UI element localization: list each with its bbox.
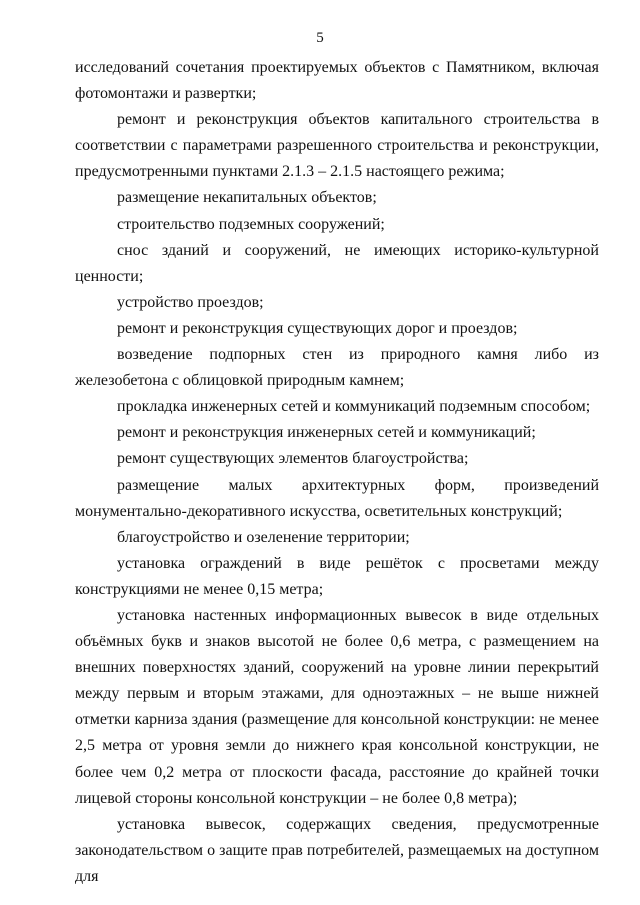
paragraph: размещение некапитальных объектов; xyxy=(117,189,377,207)
paragraph: благоустройство и озеленение территории; xyxy=(117,528,410,546)
paragraph: ремонт существующих элементов благоустройства; xyxy=(117,450,469,468)
paragraph: прокладка инженерных сетей и коммуникаций подземным способом; xyxy=(117,398,591,416)
paragraph: ремонт и реконструкция инженерных сетей и коммуникаций; xyxy=(117,424,536,442)
paragraph: установка настенных информационных вывесок в виде отдельных объёмных букв и знаков высотой не более 0,6 метра, с размещением на внешних поверхностях зданий, сооружений на уровне линии перекрытий между первым и вторым этажами, для одноэтажных – не выше нижней отметки карниза здания (размещение для консольной конструкции: не менее 2,5 метра от уровня земли до нижнего края консольной конструкции, не более чем 0,2 метра от плоскости фасада, расстояние до крайней точки лицевой стороны консольной конструкции – не более 0,8 метра); xyxy=(75,606,599,807)
paragraph: установка ограждений в виде решёток с просветами между конструкциями не менее 0,15 метра; xyxy=(75,554,599,598)
paragraph: снос зданий и сооружений, не имеющих историко-культурной ценности; xyxy=(75,241,599,285)
paragraph: строительство подземных сооружений; xyxy=(117,215,385,233)
paragraph: возведение подпорных стен из природного камня либо из железобетона с облицовкой природным камнем; xyxy=(75,346,599,390)
paragraph: исследований сочетания проектируемых объектов с Памятником, включая фотомонтажи и развертки; xyxy=(75,59,599,103)
paragraph: устройство проездов; xyxy=(117,293,264,311)
paragraph: размещение малых архитектурных форм, произведений монументально-декоративного искусства, осветительных конструкций; xyxy=(75,476,599,520)
paragraph: ремонт и реконструкция существующих дорог и проездов; xyxy=(117,319,518,337)
paragraph: установка вывесок, содержащих сведения, предусмотренные законодательством о защите прав потребителей, размещаемых на доступном для xyxy=(75,815,599,885)
page-number: 5 xyxy=(316,30,324,46)
paragraph: ремонт и реконструкция объектов капитального строительства в соответствии с параметрами разрешенного строительства и реконструкции, предусмотренными пунктами 2.1.3 – 2.1.5 настоящего режима; xyxy=(75,111,599,181)
document-body xyxy=(75,55,599,890)
